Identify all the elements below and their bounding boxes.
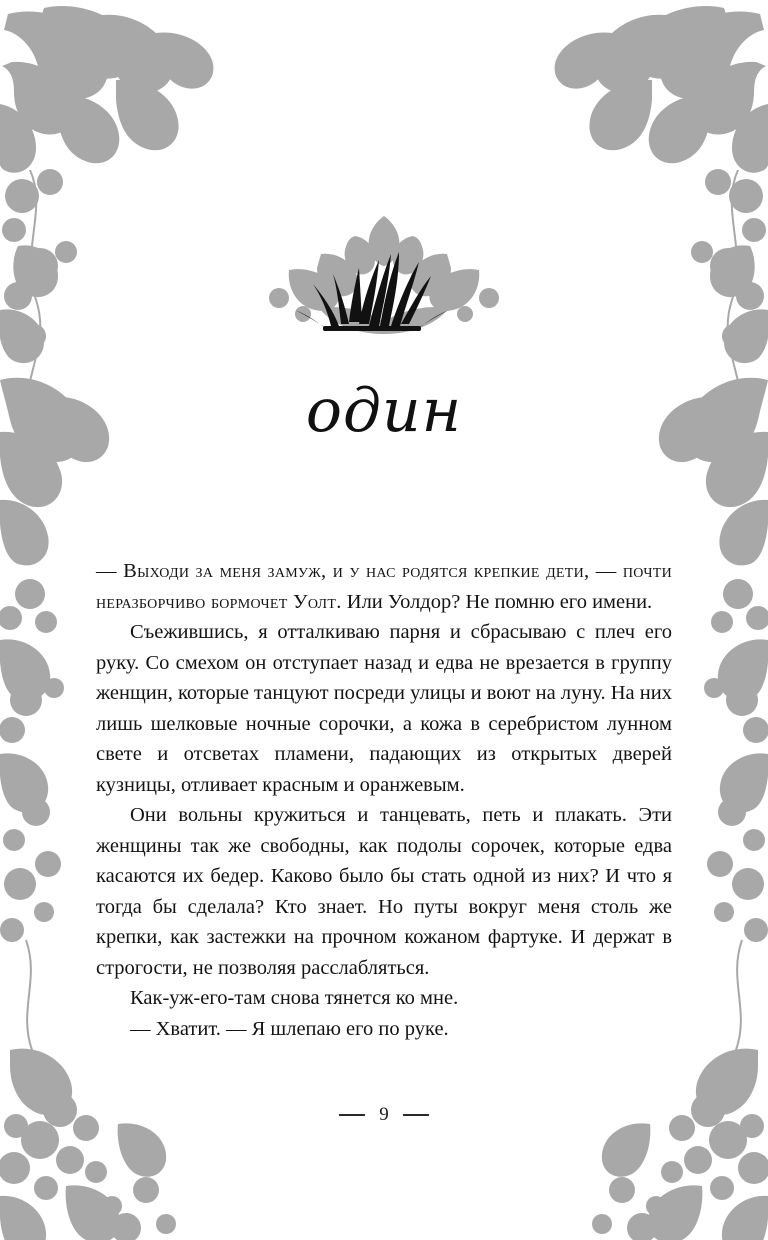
page-content xyxy=(96,0,672,1240)
left-blossom-cluster xyxy=(0,169,109,942)
chapter-title: один xyxy=(305,376,463,446)
paragraph-5: — Хватит. — Я шлепаю его по руке. xyxy=(130,1017,449,1040)
body-text xyxy=(96,556,672,1044)
right-blossom-cluster xyxy=(659,169,768,942)
folio-rule-left xyxy=(339,1114,365,1116)
thorn-vine-ornament xyxy=(259,210,509,350)
page-folio xyxy=(96,1104,672,1126)
paragraph-3: Они вольны кружиться и танцевать, петь и плакать. Эти женщины так же свободны, как подолы сорочек, которые едва касаются их бедер. Каково было бы стать одной из них? И что я тогда бы сделала? Кто знает. Но путы вокруг меня столь же крепки, как застежки на прочном кожаном фартуке. И держат в строгости, не позволяя расслабляться. xyxy=(96,804,672,979)
page-number: 9 xyxy=(379,1104,389,1125)
paragraph-4: Как-уж-его-там снова тянется ко мне. xyxy=(130,987,459,1009)
opening-line-smallcaps: — Выходи за меня замуж, и у нас родятся крепкие дети, — почти неразборчиво бормочет Уолт. xyxy=(96,560,672,613)
paragraph-2: Съежившись, я отталкиваю парня и сбрасываю с плеч его руку. Со смехом он отступает назад и едва не врезается в группу женщин, которые танцуют посреди улицы и воют на луну. На них лишь шелковые ночные сорочки, а кожа в серебристом лунном свете и отсветах пламени, падающих из открытых дверей кузницы, отливает красным и оранжевым. xyxy=(96,621,672,796)
paragraph-1 xyxy=(96,556,672,617)
folio-rule-right xyxy=(403,1114,429,1116)
opening-line-rest: Или Уолдор? Не помню его имени. xyxy=(341,590,653,613)
